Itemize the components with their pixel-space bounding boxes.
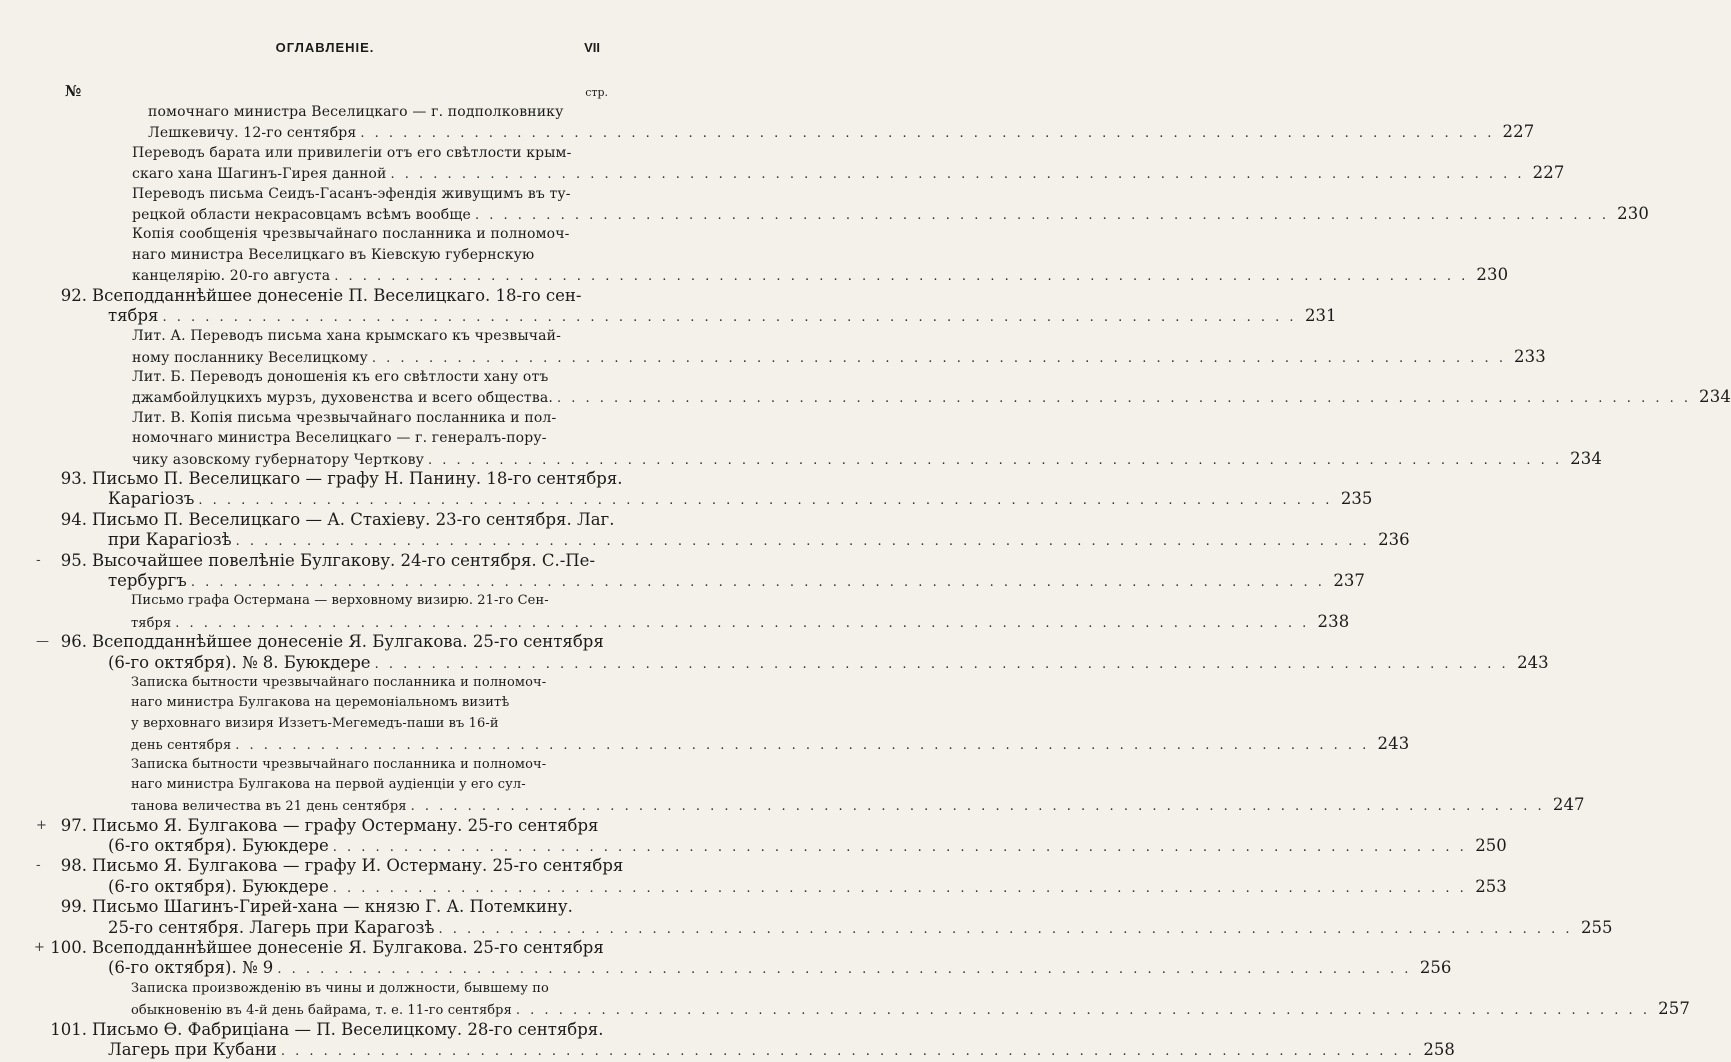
entry-line	[108, 489, 1373, 509]
dot-leader: . . . . . . . . . . . . . . . . . . . . . . . . . . . . . . . . . . . . . . . . . . . . . . . . . . . . . . . . . . . . . . . . . . . . . . . . . . . . . . . .	[235, 738, 1370, 754]
page-number: 230	[1476, 265, 1509, 285]
dot-leader: . . . . . . . . . . . . . . . . . . . . . . . . . . . . . . . . . . . . . . . . . . . . . . . . . . . . . . . . . . . . . . . . . . . . . . . . . . . . . . . .	[334, 269, 1469, 285]
entry-line: Письмо Шагинъ-Гирей-хана — князю Г. А. Потемкину.	[92, 897, 573, 917]
entry-text	[132, 367, 1731, 408]
entry-line: Всеподданнѣйшее донесеніе П. Веселицкаго. 18-го сен-	[92, 285, 582, 305]
toc-entry	[0, 815, 1507, 857]
entry-line: наго министра Булгакова на первой аудіенціи у его сул-	[131, 776, 526, 792]
page-number: 231	[1305, 305, 1337, 325]
entry-line: наго министра Булгакова на церемоніальномъ визитѣ	[131, 695, 510, 711]
entry-line: Письмо графа Остермана — верховному визирю. 21-го Сен-	[131, 593, 549, 609]
entry-line-text: танова величества въ 21 день сентября	[131, 799, 407, 815]
dot-leader: . . . . . . . . . . . . . . . . . . . . . . . . . . . . . . . . . . . . . . . . . . . . . . . . . . . . . . . . . . . . . . . . . . . . . . . . . . . . . . . .	[390, 167, 1525, 183]
entry-text	[132, 224, 1509, 285]
entry-line	[131, 999, 1690, 1019]
page-header	[0, 40, 650, 60]
toc-entry	[0, 224, 1509, 285]
entry-line-text: тября	[131, 615, 172, 631]
entry-line	[148, 122, 1535, 142]
entry-line: Высочайшее повелѣніе Булгакову. 24-го сентября. С.-Пе-	[92, 550, 596, 570]
entry-line: Письмо Ѳ. Фабриціана — П. Веселицкому. 28-го сентября.	[92, 1019, 604, 1039]
entry-line: Переводъ письма Сеидъ-Гасанъ-эфендія живущимъ въ ту-	[132, 185, 571, 202]
entry-text	[92, 550, 1365, 592]
entry-line: Письмо П. Веселицкаго — А. Стахіеву. 23-го сентября. Лаг.	[92, 509, 615, 529]
entry-line: Письмо Я. Булгакова — графу И. Остерману. 25-го сентября	[92, 856, 624, 876]
entry-line-text: день сентября	[131, 738, 232, 754]
entry-text	[92, 632, 1549, 673]
page-number: 256	[1419, 958, 1452, 978]
entry-line: Лит. В. Копія письма чрезвычайнаго посланника и пол-	[132, 409, 557, 426]
entry-line: номочнаго министра Веселицкаго — г. генералъ-пору-	[132, 430, 547, 447]
entry-line: Лит. А. Переводъ письма хана крымскаго къ чрезвычай-	[132, 328, 562, 345]
entry-text	[92, 938, 1452, 979]
page-number: 235	[1340, 489, 1373, 509]
dot-leader: . . . . . . . . . . . . . . . . . . . . . . . . . . . . . . . . . . . . . . . . . . . . . . . . . . . . . . . . . . . . . . . . . . . . . . . . . . . . . . . .	[374, 656, 1509, 672]
dot-leader: . . . . . . . . . . . . . . . . . . . . . . . . . . . . . . . . . . . . . . . . . . . . . . . . . . . . . . . . . . . . . . . . . . . . . . . . . . . . . . . .	[438, 921, 1573, 937]
entry-number: 95.	[60, 550, 87, 570]
toc-entry	[0, 469, 1373, 510]
entry-number: 94.	[60, 509, 87, 529]
page-number: 230	[1617, 203, 1650, 223]
entry-line: Лит. Б. Переводъ доношенія къ его свѣтлости хану отъ	[132, 369, 549, 386]
entry-line: Записка бытности чрезвычайнаго посланника и полномоч-	[131, 756, 547, 772]
entry-line-text: тербургъ	[108, 570, 187, 590]
entry-number: 97.	[60, 815, 87, 835]
entry-number: 98.	[60, 856, 87, 876]
toc-entry	[0, 897, 1613, 938]
toc-entry	[0, 367, 1731, 408]
entry-line	[108, 1039, 1455, 1060]
entry-number: 93.	[60, 469, 87, 489]
dot-leader: . . . . . . . . . . . . . . . . . . . . . . . . . . . . . . . . . . . . . . . . . . . . . . . . . . . . . . . . . . . . . . . . . . . . . . . . . . . . . . . .	[371, 350, 1506, 366]
entry-line	[108, 958, 1452, 978]
page-number: 247	[1552, 795, 1585, 815]
entry-number: 100.	[50, 938, 87, 958]
entry-text	[131, 673, 1410, 755]
entry-line-text: (6-го октября). № 8. Буюкдере	[108, 652, 371, 672]
dot-leader: . . . . . . . . . . . . . . . . . . . . . . . . . . . . . . . . . . . . . . . . . . . . . . . . . . . . . . . . . . . . . . . . . . . . . . . . . . . . . . . .	[190, 574, 1325, 590]
page-number: 243	[1377, 734, 1410, 754]
dot-leader: . . . . . . . . . . . . . . . . . . . . . . . . . . . . . . . . . . . . . . . . . . . . . . . . . . . . . . . . . . . . . . . . . . . . . . . . . . . . . . . .	[277, 962, 1412, 978]
margin-mark: +	[34, 940, 45, 956]
dot-leader: . . . . . . . . . . . . . . . . . . . . . . . . . . . . . . . . . . . . . . . . . . . . . . . . . . . . . . . . . . . . . . . . . . . . . . . . . . . . . . . .	[410, 799, 1545, 815]
page-number: 258	[1423, 1039, 1455, 1059]
toc-entry	[0, 591, 1350, 632]
page-number: 250	[1475, 836, 1507, 856]
entry-line	[108, 836, 1507, 856]
entry-text	[131, 755, 1585, 816]
entry-line	[108, 876, 1507, 897]
entry-text	[92, 856, 1507, 897]
toc-entry	[0, 755, 1585, 816]
entry-line	[131, 611, 1350, 632]
entry-line: Письмо Я. Булгакова — графу Остерману. 25-го сентября	[92, 815, 599, 835]
page-column-heading: стр.	[585, 86, 608, 99]
toc-entries	[0, 102, 1731, 1060]
margin-mark: -	[36, 552, 41, 568]
page-number: 238	[1317, 611, 1350, 631]
entry-text	[92, 509, 1410, 551]
entry-line	[132, 387, 1731, 407]
page-number: 237	[1333, 570, 1365, 590]
toc-entry	[0, 326, 1546, 367]
entry-line: Письмо П. Веселицкаго — графу Н. Панину. 18-го сентября.	[92, 469, 623, 489]
dot-leader: . . . . . . . . . . . . . . . . . . . . . . . . . . . . . . . . . . . . . . . . . . . . . . . . . . . . . . . . . . . . . . . . . . . . . . . . . . . . . . . .	[198, 493, 1333, 509]
dot-leader: . . . . . . . . . . . . . . . . . . . . . . . . . . . . . . . . . . . . . . . . . . . . . . . . . . . . . . . . . . . . . . . . . . . . . . . . . . . . . . . .	[360, 126, 1495, 142]
dot-leader: . . . . . . . . . . . . . . . . . . . . . . . . . . . . . . . . . . . . . . . . . . . . . . . . . . . . . . . . . . . . . . . . . . . . . . . . . . . . . . . .	[162, 309, 1297, 325]
entry-line: Переводъ барата или привилегіи отъ его свѣтлости крым-	[132, 144, 572, 161]
entry-number: 99.	[60, 897, 87, 917]
entry-line: наго министра Веселицкаго въ Кіевскую губернскую	[132, 246, 535, 263]
entry-text	[132, 326, 1546, 367]
entry-number: 96.	[60, 632, 87, 652]
dot-leader: . . . . . . . . . . . . . . . . . . . . . . . . . . . . . . . . . . . . . . . . . . . . . . . . . . . . . . . . . . . . . . . . . . . . . . . . . . . . . . . .	[428, 452, 1563, 468]
entry-line	[132, 203, 1650, 224]
dot-leader: . . . . . . . . . . . . . . . . . . . . . . . . . . . . . . . . . . . . . . . . . . . . . . . . . . . . . . . . . . . . . . . . . . . . . . . . . . . . . . . .	[332, 880, 1467, 896]
entry-text	[148, 102, 1535, 143]
toc-entry	[0, 143, 1565, 184]
page-number: 234	[1699, 387, 1731, 407]
column-headings	[0, 82, 650, 102]
entry-text	[92, 285, 1337, 327]
toc-entry	[0, 632, 1549, 673]
entry-line-text: Лешкевичу. 12-го сентября	[148, 125, 357, 142]
toc-entry	[0, 184, 1650, 225]
entry-text	[132, 408, 1603, 469]
dot-leader: . . . . . . . . . . . . . . . . . . . . . . . . . . . . . . . . . . . . . . . . . . . . . . . . . . . . . . . . . . . . . . . . . . . . . . . . . . . . . . . .	[474, 207, 1610, 223]
entry-line: помочнаго министра Веселицкаго — г. подполковнику	[148, 104, 564, 120]
entry-line-text: 25-го сентября. Лагерь при Карагозѣ	[108, 917, 435, 937]
margin-mark: —	[36, 634, 49, 650]
entry-line	[108, 530, 1410, 550]
page-number-roman: VII	[584, 40, 600, 55]
number-column-heading: №	[65, 82, 82, 100]
entry-line-text: Карагіозъ	[108, 489, 195, 509]
entry-line-text: ному посланнику Веселицкому	[132, 349, 368, 366]
entry-line-text: джамбойлуцкихъ мурзъ, духовенства и всего общества.	[132, 390, 553, 407]
toc-entry	[0, 509, 1410, 551]
dot-leader: . . . . . . . . . . . . . . . . . . . . . . . . . . . . . . . . . . . . . . . . . . . . . . . . . . . . . . . . . . . . . . . . . . . . . . . . . . . . . . . .	[556, 391, 1691, 407]
entry-line-text: тября	[108, 305, 159, 325]
toc-entry	[0, 856, 1507, 897]
toc-entry	[0, 102, 1535, 143]
page-number: 236	[1378, 530, 1410, 550]
margin-mark: +	[36, 817, 47, 833]
entry-line-text: обыкновенію въ 4-й день байрама, т. е. 11-го сентября	[131, 1003, 512, 1019]
entry-line: Копія сообщенія чрезвычайнаго посланника и полномоч-	[132, 226, 570, 243]
entry-number: 101.	[50, 1019, 87, 1039]
toc-entry	[0, 673, 1410, 755]
entry-line	[132, 163, 1565, 183]
page-number: 234	[1570, 448, 1603, 468]
entry-line: Всеподданнѣйшее донесеніе Я. Булгакова. 25-го сентября	[92, 632, 604, 652]
page-title: ОГЛАВЛЕНІЕ.	[275, 40, 375, 55]
dot-leader: . . . . . . . . . . . . . . . . . . . . . . . . . . . . . . . . . . . . . . . . . . . . . . . . . . . . . . . . . . . . . . . . . . . . . . . . . . . . . . . .	[515, 1003, 1650, 1019]
entry-line-text: (6-го октября). Буюкдере	[108, 836, 329, 856]
entry-line	[132, 448, 1603, 469]
entry-line: у верховнаго визиря Иззетъ-Мегемедъ-паши въ 16-й	[131, 715, 499, 731]
toc-entry	[0, 938, 1452, 979]
entry-line	[108, 652, 1549, 673]
entry-line	[108, 570, 1365, 591]
page-number: 253	[1475, 876, 1507, 896]
toc-entry	[0, 1019, 1455, 1061]
entry-line: Записка бытности чрезвычайнаго посланника и полномоч-	[131, 674, 547, 690]
entry-text	[131, 591, 1350, 632]
entry-line-text: при Карагіозѣ	[108, 530, 232, 550]
entry-text	[92, 897, 1613, 938]
entry-line: Записка произвожденію въ чины и должности, бывшему по	[131, 980, 549, 996]
entry-line	[108, 917, 1613, 938]
page-number: 227	[1532, 163, 1565, 183]
entry-line	[132, 265, 1509, 285]
entry-line: Всеподданнѣйшее донесеніе Я. Булгакова. 25-го сентября	[92, 938, 604, 958]
entry-text	[92, 469, 1373, 510]
entry-line-text: чику азовскому губернатору Черткову	[132, 451, 425, 468]
entry-line-text: Лагерь при Кубани	[108, 1039, 277, 1059]
entry-text	[131, 979, 1690, 1020]
dot-leader: . . . . . . . . . . . . . . . . . . . . . . . . . . . . . . . . . . . . . . . . . . . . . . . . . . . . . . . . . . . . . . . . . . . . . . . . . . . . . . . .	[280, 1043, 1415, 1059]
entry-line	[131, 734, 1410, 754]
margin-mark: -	[36, 858, 41, 874]
dot-leader: . . . . . . . . . . . . . . . . . . . . . . . . . . . . . . . . . . . . . . . . . . . . . . . . . . . . . . . . . . . . . . . . . . . . . . . . . . . . . . . .	[235, 534, 1370, 550]
entry-text	[92, 815, 1507, 857]
toc-entry	[0, 285, 1337, 327]
toc-entry	[0, 979, 1690, 1020]
entry-line-text: (6-го октября). Буюкдере	[108, 876, 329, 896]
entry-line-text: канцелярію. 20-го августа	[132, 268, 331, 285]
entry-number: 92.	[60, 285, 87, 305]
dot-leader: . . . . . . . . . . . . . . . . . . . . . . . . . . . . . . . . . . . . . . . . . . . . . . . . . . . . . . . . . . . . . . . . . . . . . . . . . . . . . . . .	[175, 615, 1310, 631]
toc-entry	[0, 408, 1603, 469]
entry-line	[132, 346, 1546, 367]
page-number: 257	[1658, 999, 1690, 1019]
page-number: 233	[1514, 346, 1546, 366]
page-number: 243	[1517, 652, 1549, 672]
toc-entry	[0, 550, 1365, 592]
dot-leader: . . . . . . . . . . . . . . . . . . . . . . . . . . . . . . . . . . . . . . . . . . . . . . . . . . . . . . . . . . . . . . . . . . . . . . . . . . . . . . . .	[332, 840, 1467, 856]
entry-line-text: рецкой области некрасовцамъ всѣмъ вообще	[132, 206, 471, 223]
page-number: 227	[1502, 122, 1535, 142]
entry-line	[131, 795, 1585, 815]
entry-line	[108, 305, 1337, 326]
page-number: 255	[1581, 917, 1613, 937]
entry-line-text: (6-го октября). № 9	[108, 958, 274, 978]
entry-text	[132, 184, 1650, 225]
entry-text	[92, 1019, 1455, 1061]
entry-line-text: скаго хана Шагинъ-Гирея данной	[132, 166, 387, 183]
entry-text	[132, 143, 1565, 184]
